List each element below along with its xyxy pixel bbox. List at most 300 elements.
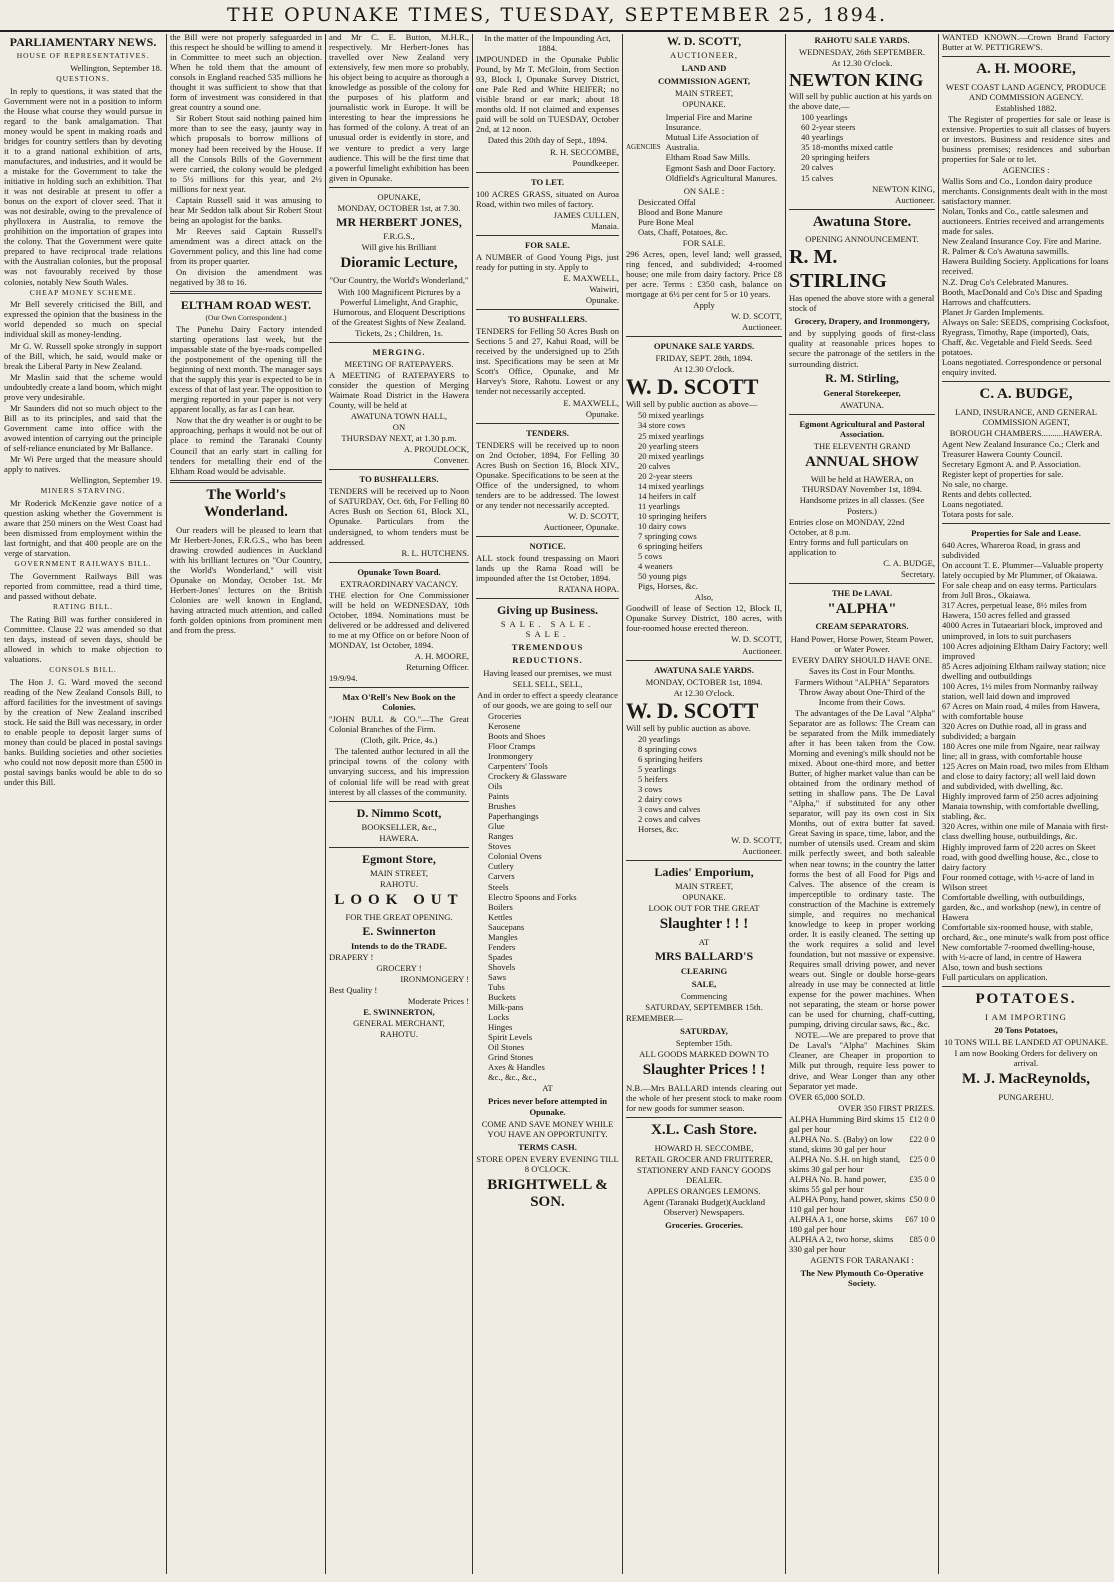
- ad-text: Will give his Brilliant: [361, 241, 437, 252]
- budge-item: Loans negotiated.: [942, 498, 1004, 509]
- ad-text: F.R.G.S.,: [383, 230, 415, 241]
- article-paragraph: Mr Bell severely criticised the Bill, and expressed the opinion that the business in the world depended so much on special individual skill as money-lending.: [4, 299, 162, 340]
- property-item: 640 Acres, Whareroa Road, in grass and subdivided: [942, 540, 1081, 561]
- ad-heading: POTATOES.: [975, 991, 1077, 1008]
- ad-heading: D. Nimmo Scott,: [356, 805, 442, 820]
- goods-item: Boots and Shoes: [488, 730, 546, 741]
- price-row: [789, 1194, 935, 1214]
- ad-text: Commencing: [680, 991, 728, 1002]
- ad-text: IRONMONGERY !: [400, 973, 469, 984]
- onsale-item: Desiccated Offal: [638, 196, 696, 207]
- ad-text: AWATUNA TOWN HALL,: [350, 411, 448, 422]
- article-paragraph: Now that the dry weather is or ought to be approaching, perhaps it would not be out of place to remind the Taranaki County Council that an early start in calling for tenders for metalling their end of the Eltham Road would be advisable.: [170, 415, 322, 476]
- stock-item: 11 yearlings: [638, 500, 680, 511]
- stock-item: 14 heifers in calf: [638, 490, 696, 501]
- ad-signature: Opunake.: [585, 295, 619, 306]
- ad-text: OPUNAKE.: [682, 892, 726, 903]
- stock-item: Horses, &c.: [638, 824, 679, 835]
- ad-text: LAND, INSURANCE, AND GENERAL COMMISSION AGENT,: [954, 406, 1098, 427]
- goods-item: Carvers: [488, 871, 515, 882]
- price-row: [789, 1154, 935, 1174]
- ad-signature: Convener.: [433, 455, 469, 466]
- ad-text: N.B.—Mrs BALLARD intends clearing out the whole of her present stock to make room for new goods for summer season.: [626, 1083, 782, 1114]
- ad-signature: Opunake.: [585, 408, 619, 419]
- property-item: Full particulars on application.: [942, 972, 1048, 983]
- ad-heading: X.L. Cash Store.: [651, 1122, 757, 1139]
- property-item: 320 Acres, within one mile of Manaia with first-class dwelling house, outbuildings, &c.: [942, 821, 1109, 842]
- ad-text: REMEMBER—: [626, 1013, 683, 1024]
- stock-item: 2 cows and calves: [638, 814, 701, 825]
- ad-text: PUNGAREHU.: [998, 1091, 1054, 1102]
- goods-item: Carpenters' Tools: [488, 760, 548, 771]
- ad-text: FRIDAY, SEPT. 28th, 1894.: [655, 353, 753, 364]
- ad-heading: TREMENDOUS: [511, 642, 584, 653]
- agency-item: Always on Sale: SEEDS, comprising Cocksfoot, Ryegrass, Timothy, Rape (imported), Oats, Chaff, &c. Vegetable and Field Seeds. Seed potatoes.: [942, 316, 1110, 357]
- ad-text: Will sell by public auction at his yards on the above date,—: [789, 91, 932, 112]
- ad-text: MAIN STREET,: [674, 88, 734, 99]
- ad-heading: 20 Tons Potatoes,: [994, 1024, 1058, 1035]
- column-4: [476, 32, 619, 1577]
- ad-heading: AWATUNA SALE YARDS.: [654, 664, 754, 675]
- agency-item: Planet Jr Garden Implements.: [942, 306, 1045, 317]
- ad-text: Intends to do the TRADE.: [350, 940, 448, 951]
- ad-text: HAWERA.: [379, 832, 419, 843]
- property-item: Highly improved farm of 220 acres on Skeet road, with good dwelling house, &c., close to dairy factory: [942, 841, 1099, 872]
- stock-item: 20 2-year steers: [638, 470, 693, 481]
- ad-text: WANTED KNOWN.—Crown Brand Factory Butter at W. PETTIGREW'S.: [942, 32, 1110, 53]
- ad-text: MONDAY, OCTOBER 1st, at 7.30.: [337, 202, 461, 213]
- ad-signature: C. A. BUDGE,: [883, 557, 935, 568]
- goods-item: Spades: [488, 951, 513, 962]
- ad-text: OVER 65,000 SOLD.: [789, 1091, 865, 1102]
- masthead: THE OPUNAKE TIMES, TUESDAY, SEPTEMBER 25, 1894.: [0, 4, 1114, 32]
- agency-item: New Zealand Insurance Coy. Fire and Marine.: [942, 236, 1102, 247]
- ad-text: A MEETING of RATEPAYERS to consider the question of Merging Waimate Road District in the Hawera County, will be held at: [329, 369, 469, 410]
- column-2: [170, 32, 322, 1577]
- ad-text: BOROUGH CHAMBERS..........HAWERA.: [949, 427, 1103, 438]
- ad-text: Entry forms and full particulars on application to: [789, 536, 909, 557]
- stock-item: Pigs, Horses, &c.: [638, 581, 698, 592]
- stock-list: [638, 734, 782, 834]
- price-value: £67 10 0: [904, 1214, 935, 1225]
- ad-text: ON: [392, 422, 406, 433]
- goods-item: Crockery & Glassware: [488, 770, 567, 781]
- ad-text: 296 Acres, open, level land; well grassed, ring fenced, and subdivided; 4-roomed house; one mile from dairy factory. Price £8 per acre. Terms : £350 cash, balance on mortgage at 6½ per cent for 5 or 10 years.: [626, 248, 782, 300]
- stock-item: 5 cows: [638, 551, 663, 562]
- ad-signature: Auctioneer, Opunake.: [543, 522, 619, 533]
- ad-heading: C. A. BUDGE,: [979, 386, 1073, 402]
- ad-text: MAIN STREET,: [369, 867, 429, 878]
- goods-item: Hinges: [488, 1022, 513, 1033]
- ad-text: LAND AND: [681, 63, 727, 74]
- ad-text: General Storekeeper,: [823, 387, 901, 398]
- property-item: 125 Acres on Main road, two miles from Eltham and close to dairy factory; all well laid down and subdivided, with dwelling, &c.: [942, 761, 1109, 792]
- ad-signature: Auctioneer.: [895, 194, 935, 205]
- goods-item: Grind Stones: [488, 1052, 534, 1063]
- ad-text: Having leased our premises, we must: [483, 667, 612, 678]
- ad-text: Entries close on MONDAY, 22nd October, at 8 p.m.: [789, 516, 905, 537]
- ad-heading: MERGING.: [372, 346, 426, 357]
- ad-signature: Returning Officer.: [406, 662, 469, 673]
- ad-text: AGENCIES :: [1002, 165, 1050, 176]
- price-row: [789, 1174, 935, 1194]
- price-row: [789, 1114, 935, 1134]
- stock-item: 4 weaners: [638, 561, 673, 572]
- stock-item: 15 calves: [801, 172, 834, 183]
- ad-text: SALE,: [691, 979, 717, 990]
- ad-text: THURSDAY NEXT, at 1.30 p.m.: [341, 433, 457, 444]
- stock-item: 25 mixed yearlings: [638, 430, 704, 441]
- goods-item: Tubs: [488, 981, 505, 992]
- ad-heading: OPUNAKE SALE YARDS.: [653, 341, 755, 352]
- ad-text: MAIN STREET,: [674, 881, 734, 892]
- agency-item: Oldfield's Agricultural Manures.: [665, 172, 778, 183]
- ad-text: AT: [698, 937, 710, 948]
- ad-text: SATURDAY,: [680, 1026, 728, 1037]
- ad-text: (Cloth, gilt. Price, 4s.): [360, 735, 438, 746]
- agency-item: N.Z. Drug Co's Celebrated Manures.: [942, 276, 1069, 287]
- ad-text: And in order to effect a speedy clearance of our goods, we are going to sell our: [477, 689, 618, 710]
- stock-item: 2 dairy cows: [638, 794, 682, 805]
- ad-text: THE election for One Commissioner will be held on WEDNESDAY, 10th October, 1894. Nominations must be delivered or be addressed and delivered to me at my Office on or before Noon of MONDAY, 1st October, 1894.: [329, 589, 469, 650]
- ad-signature: W. D. SCOTT,: [568, 510, 619, 521]
- ad-text: RETAIL GROCER AND FRUITERER,: [635, 1153, 773, 1164]
- ad-text: Established 1882.: [995, 102, 1057, 113]
- ad-text: FOR THE GREAT OPENING.: [345, 912, 453, 923]
- article-paragraph: and Mr C. E. Button, M.H.R., respectively. Mr Herbert-Jones has travelled over New Zealand very extensively, few men more so probably, his object being to acquire as thorough a knowledge as possible of the colony for the purposes of his platform and journalistic work in Europe. It will be interesting to hear the impressions he has formed of the colony. A treat of an unusual order is evidently in store, and we venture to predict a very large audience. This will be the first time that a powerful limelight exhibition has been given in Opunake.: [329, 32, 469, 183]
- ad-text: TENDERS will be received up to Noon of SATURDAY, Oct. 6th, For Felling 80 Acres Bush on Section 61, Block XI., Opunake. Particulars from the undersigned, to whom tenders must be addressed.: [329, 486, 469, 547]
- stock-item: 20 calves: [638, 460, 671, 471]
- column-5: [626, 32, 782, 1577]
- ad-text: Best Quality !: [329, 984, 378, 995]
- column-rule: [622, 34, 623, 1574]
- article-paragraph: the Bill were not properly safeguarded in this respect he should be willing to amend it in Committee to meet such an objection. When he told them that the amount of consols in England reached 535 millions he thought it was sufficient to show that that form of investment was considered in that great country a sound one.: [170, 32, 322, 113]
- ad-text: IMPOUNDED in the Opunake Public Pound, by Mr T. McGloin, from Section 93, Block I, Opunake Survey District, one Pale Red and White HEIFER; no visible brand or ear mark; about 18 months old. If not claimed and expenses paid will be sold on TUESDAY, October 2nd, at 12 noon.: [476, 54, 619, 135]
- section-heading: GOVERNMENT RAILWAYS BILL.: [14, 559, 152, 569]
- ad-signature: W. D. SCOTT,: [731, 634, 782, 645]
- property-item: On account T. E. Plummer—Valuable property lately occupied by Mr Plummer, of Okaiawa. For sale cheap and on easy terms. Particulars from Joll Bros., Okaiawa.: [942, 560, 1104, 601]
- goods-item: Ranges: [488, 831, 514, 842]
- ad-text: STATIONERY AND FANCY GOODS DEALER.: [637, 1164, 771, 1185]
- ad-text: September 15th.: [675, 1038, 733, 1049]
- column-rule: [785, 34, 786, 1574]
- ad-heading: Slaughter ! ! !: [659, 916, 749, 933]
- stock-item: 3 cows: [638, 783, 663, 794]
- ad-text: AGENCIES: [626, 143, 661, 152]
- property-item: Comfortable dwelling, with outbuildings, garden, &c., and workshop (new), in centre of Hawera: [942, 891, 1101, 922]
- auctioneer-logo: W. D. SCOTT: [626, 374, 759, 400]
- ad-heading: BRIGHTWELL & SON.: [487, 1176, 608, 1211]
- stock-item: 100 yearlings: [801, 112, 848, 123]
- ad-text: APPLES ORANGES LEMONS.: [647, 1185, 761, 1196]
- auctioneer-logo: W. D. SCOTT: [626, 697, 759, 723]
- stock-item: 6 springing heifers: [638, 541, 703, 552]
- stock-item: 8 springing cows: [638, 743, 697, 754]
- article-paragraph: The Hon J. G. Ward moved the second reading of the New Zealand Consols Bill, to afford facilities for the investment of savings by the creation of New Zealand inscribed stock. He said the Bill was necessary, in order to enable people to deposit larger sums of money than could be placed in postal savings banks. Building societies and other societies who could not now deposit more than £500 in postal savings banks would be able to do so under this Bill.: [4, 676, 162, 788]
- price-name: ALPHA No. S. (Baby) on low stand, skims 30 gal per hour: [789, 1133, 893, 1154]
- ad-signature: Auctioneer.: [742, 645, 782, 656]
- ad-text: Tickets, 2s ; Children, 1s.: [355, 327, 443, 338]
- ad-text: DRAPERY !: [329, 951, 374, 962]
- ad-signature: E. SWINNERTON,: [363, 1006, 435, 1017]
- property-item: 180 Acres one mile from Ngaire, near railway line; all in grass, with comfortable house: [942, 741, 1100, 762]
- stock-item: 5 heifers: [638, 773, 668, 784]
- ad-signature: Waiwiri,: [589, 284, 619, 295]
- ad-text: GENERAL MERCHANT,: [353, 1017, 445, 1028]
- ad-signature: R. L. HUTCHENS.: [401, 547, 469, 558]
- agency-item: Mutual Life Association of Australia.: [665, 132, 759, 153]
- article-paragraph: Mr G. W. Russell spoke strongly in support of the Bill, which, he said, would make or break the Liberal Party in New Zealand.: [4, 340, 162, 371]
- agency-item: Wallis Sons and Co., London dairy produce merchants. Consignments dealt with in the most satisfactory manner.: [942, 176, 1108, 207]
- price-name: ALPHA No. S.H. on high stand, skims 30 gal per hour: [789, 1153, 901, 1174]
- ad-heading: Slaughter Prices ! !: [642, 1062, 766, 1079]
- ad-heading: Max O'Rell's New Book on the Colonies.: [342, 692, 456, 713]
- ad-text: At 12.30 O'clock.: [673, 364, 735, 375]
- stock-item: 7 springing cows: [638, 531, 697, 541]
- ad-text: Also,: [694, 592, 714, 603]
- ad-signature: RATANA HOPA.: [558, 584, 619, 595]
- article-paragraph: In reply to questions, it was stated that the Government were not in a position to inform the House what course they would pursue in regard to the bank amalgamation. That money would be spent in making roads and bridges for country settlers than by devoting it to a grand national exhibition of arts, manufactures, and industries, and it would be a mistake for the Government to take the initiative in holding such an exhibition. That it was not desirable at present to offer a bonus on the export of clover seed. That it was not desirable, owing to the prevalence of phylloxera in Australia, to remove the prohibition on the importation of grapes into the colony. That the Government were quite prepared to have reciprocal trade relations with the Australian colonies, but the proposal was not favourably received by those colonies, notably New South Wales.: [4, 85, 162, 287]
- correspondent-note: (Our Own Correspondent.): [205, 313, 287, 323]
- stock-item: 20 springing heifers: [801, 152, 870, 163]
- ad-heading: R. M. Stirling,: [825, 370, 899, 385]
- ad-heading: RAHOTU SALE YARDS.: [814, 35, 910, 45]
- ad-heading: NOTICE.: [529, 541, 566, 552]
- price-row: [789, 1214, 935, 1234]
- section-heading: CHEAP MONEY SCHEME.: [29, 287, 137, 297]
- ad-heading: Awatuna Store.: [812, 213, 912, 230]
- column-3: [329, 32, 469, 1577]
- price-value: £12 0 0: [909, 1113, 935, 1124]
- price-value: £25 0 0: [909, 1153, 935, 1164]
- ad-text: Will sell by public auction as above.: [626, 722, 751, 733]
- ad-heading: Giving up Business.: [496, 603, 599, 618]
- dateline: Wellington, September 18.: [70, 62, 162, 73]
- goods-item: Steels: [488, 881, 509, 892]
- property-item: 317 Acres, perpetual lease, 8½ miles from Hawera, 150 acres felled and grassed: [942, 600, 1087, 621]
- property-item: 85 Acres adjoining Eltham railway station; nice dwelling and outbuildings: [942, 660, 1106, 681]
- ad-text: I AM IMPORTING: [985, 1011, 1067, 1022]
- stock-item: 60 2-year steers: [801, 122, 856, 133]
- ad-heading: Egmont Store,: [362, 851, 436, 866]
- ad-text: HOWARD H. SECCOMBE,: [654, 1142, 754, 1153]
- ad-signature: NEWTON KING,: [872, 183, 935, 194]
- ad-signature: W. D. SCOTT,: [731, 835, 782, 846]
- ad-heading: TO BUSHFALLERS.: [359, 474, 439, 485]
- ad-text: AGENTS FOR TARANAKI :: [810, 1255, 914, 1266]
- property-item: Comfortable six-roomed house, with stable, orchard, &c., one minute's walk from post office: [942, 921, 1110, 942]
- ad-text: RAHOTU.: [380, 1028, 418, 1039]
- property-item: Four roomed cottage, with ½-acre of land in Wilson street: [942, 871, 1095, 892]
- ad-signature: Secretary.: [900, 568, 935, 579]
- ad-signature: Auctioneer.: [742, 846, 782, 857]
- ad-text: EXTRAORDINARY VACANCY.: [340, 578, 458, 589]
- price-row: [789, 1134, 935, 1154]
- column-1: [4, 32, 162, 1577]
- ad-text: Will sell by public auction as above—: [626, 399, 758, 410]
- ad-text: SALE.: [550, 619, 595, 630]
- article-paragraph: Our readers will be pleased to learn that Mr Herbert-Jones, F.R.G.S., who has been drawing crowded audiences in Auckland with his brilliant lectures on "Our Country, the World's Wonderland," will visit Opunake on Monday, October 1st. Mr Herbert-Jones' lectures on the British Colonies are well known in England, having attracted much attention, and called forth golden opinions from prominent men and from the press.: [170, 524, 322, 636]
- column-7: [942, 32, 1110, 1577]
- onsale-item: Pure Bone Meal: [638, 216, 694, 227]
- ad-text: EVERY DAIRY SHOULD HAVE ONE.: [791, 654, 933, 665]
- ad-text: COMMISSION AGENT,: [658, 76, 750, 87]
- stock-item: 35 18-months mixed cattle: [801, 142, 893, 153]
- ad-text: SALE.: [500, 619, 545, 630]
- goods-item: Boilers: [488, 901, 513, 912]
- price-row: [789, 1234, 935, 1254]
- ad-text: Moderate Prices !: [407, 995, 469, 1006]
- section-heading: RATING BILL.: [53, 602, 113, 612]
- agency-item: Hawera Building Society. Applications for loans received.: [942, 256, 1109, 277]
- ad-text: SELL SELL, SELL,: [512, 678, 583, 689]
- ad-signature: R. H. SECCOMBE,: [549, 146, 619, 157]
- ad-text: OPENING ANNOUNCEMENT.: [805, 234, 919, 245]
- article-paragraph: On division the amendment was negatived by 38 to 16.: [170, 267, 322, 288]
- ad-heading: Prices never before attempted in Opunake.: [487, 1096, 607, 1117]
- ad-text: Agent (Taranaki Budget)(Auckland Observer) Newspapers.: [642, 1196, 766, 1217]
- stock-item: 20 mixed yearlings: [638, 450, 704, 461]
- ad-text: MONDAY, OCTOBER 1st, 1894.: [645, 676, 763, 687]
- ad-heading: TENDERS.: [526, 427, 569, 438]
- ad-text: BOOKSELLER, &c.,: [361, 821, 437, 832]
- ad-heading: REDUCTIONS.: [512, 655, 583, 666]
- ad-text: WEDNESDAY, 26th SEPTEMBER.: [798, 47, 926, 58]
- ad-text: Goodwill of lease of Section 12, Block II, Opunake Survey District, 180 acres, with four-roomed house erected thereon.: [626, 603, 782, 634]
- goods-item: Kettles: [488, 911, 513, 922]
- article-paragraph: Mr Roderick McKenzie gave notice of a question asking whether the Government is aware that 250 miners on the West Coast had been dismissed from employment within the last fortnight, and that 400 people are on the verge of starvation.: [4, 497, 162, 559]
- ad-heading: E. Swinnerton: [362, 924, 436, 939]
- goods-item: Shovels: [488, 961, 516, 972]
- agency-item: Egmont Sash and Door Factory.: [665, 162, 776, 173]
- ad-heading: FOR SALE.: [525, 239, 570, 250]
- ad-signature: E. MAXWELL,: [563, 397, 619, 408]
- ad-heading: MRS BALLARD'S: [654, 949, 754, 964]
- ad-heading: CREAM SEPARATORS.: [815, 621, 909, 632]
- price-name: ALPHA A 2, two horse, skims 330 gal per hour: [789, 1234, 894, 1255]
- ad-heading: Properties for Sale and Lease.: [971, 528, 1081, 539]
- article-paragraph: Mr Saunders did not so much object to the Bill as to its principles, and said that the Government came into office with the avowed intention of carrying out the principle of self-reliance enunciated by Mr Ballance.: [4, 402, 162, 453]
- goods-item: Fenders: [488, 941, 516, 952]
- ad-heading: Egmont Agricultural and Pastoral Association.: [799, 418, 925, 439]
- ad-text: COME AND SAVE MONEY WHILE YOU HAVE AN OPPORTUNITY.: [481, 1118, 614, 1139]
- stock-item: 14 mixed yearlings: [638, 480, 704, 491]
- goods-item: Paperhangings: [488, 811, 539, 822]
- budge-item: Secretary Egmont A. and P. Association.: [942, 458, 1081, 469]
- eltham-title: ELTHAM ROAD WEST.: [180, 298, 312, 313]
- ad-text: SALE.: [525, 629, 570, 640]
- section-heading: CONSOLS BILL.: [49, 665, 117, 675]
- ad-heading: LOOK OUT: [334, 891, 464, 908]
- goods-item: Oils: [488, 781, 503, 792]
- stock-item: 10 springing heifers: [638, 510, 707, 521]
- ad-date: 19/9/94.: [329, 673, 358, 684]
- goods-list: [488, 711, 619, 1083]
- goods-item: Milk-pans: [488, 1002, 524, 1013]
- stock-item: 5 yearlings: [638, 763, 676, 774]
- stock-list: [801, 112, 935, 182]
- ad-heading: TERMS CASH.: [518, 1141, 577, 1152]
- goods-item: Axes & Handles: [488, 1062, 545, 1073]
- ad-text: TENDERS for Felling 50 Acres Bush on Sections 5 and 27, Kahui Road, will be received by the undersigned up to 25th inst. Specifications may be seen at Mr Scott's Office, Opunake, and Mr Harvey's Store, Rahotu. Lowest or any tender not necessarily accepted.: [476, 326, 619, 397]
- ad-text: OPUNAKE.: [682, 99, 726, 110]
- budge-item: Register kept of properties for sale.: [942, 468, 1064, 479]
- ad-heading: ANNUAL SHOW: [805, 453, 919, 470]
- ad-text: FOR SALE.: [682, 237, 726, 248]
- ad-text: MEETING OF RATEPAYERS.: [344, 358, 454, 369]
- ad-text: I am now Booking Orders for delivery on arrival.: [954, 1047, 1098, 1068]
- ad-text: Apply: [693, 300, 715, 311]
- ad-text: The advantages of the De Laval "Alpha" Separator are as follows: The Cream can be separated from the Milk immediately after it has been taken from the Cow. Morning and evening's milk should not be mixed. About one-third more, and better Butter, of higher market value than can be obtained from the ordinary method of setting in shallow pans. The De Laval "Alpha," if substituted for any other separator, will pay its own cost in Six Months, out of extra butter fat saved. Great Saving in space, time, labor, and the number of utensils used. Cream and skim milk perfectly sweet, and both saleable when near towns; in the country the latter forms the best of all Food for Pigs and Calves. The absence of the cream is imperceptible to ordinary taste. The construction of the Machine is extremely simple, and requires no mechanical knowledge to keep in proper working order. It is easily cleaned. The setting up the work requires a solid and level foundation, but not massive or expensive. Requires small driving power, and never wears out. Single or double horse-gears already in use may be connected at little expense for the power machines. When not separating, the steam or horse power can be used for churning, chaff-cutting, pumping, driving circular saws, &c., &c.: [789, 707, 935, 1030]
- agencies-list: [666, 112, 782, 182]
- ad-signature: A. H. MOORE,: [414, 651, 469, 662]
- property-item: 100 Acres adjoining Eltham Dairy Factory; well improved: [942, 640, 1108, 661]
- goods-item: Groceries: [488, 710, 522, 721]
- article-paragraph: The Punehu Dairy Factory intended starting operations last week, but the impassable state of the bye-roads compelled the postponement of the opening till the beginning of next month. The manager says that the supply this year is expected to be in excess of that of last year. The opposition to merging reported in your paper is not very apparent locally, as far as I can hear.: [170, 323, 322, 415]
- stock-item: 6 springing heifers: [638, 753, 703, 764]
- ad-text: AT: [542, 1083, 553, 1094]
- price-value: £35 0 0: [909, 1173, 935, 1184]
- ad-text: ALL GOODS MARKED DOWN TO: [639, 1049, 769, 1060]
- ad-heading: The New Plymouth Co-Operative Society.: [800, 1268, 924, 1289]
- goods-item: Locks: [488, 1012, 510, 1023]
- goods-item: Saws: [488, 971, 507, 982]
- ad-heading: Ladies' Emporium,: [654, 865, 754, 880]
- price-value: £22 0 0: [909, 1133, 935, 1144]
- property-item: New comfortable 7-roomed dwelling-house, with ½-acre of land, in centre of Hawera: [942, 941, 1095, 963]
- lecture-title: Dioramic Lecture,: [340, 254, 458, 271]
- ad-signature: E. MAXWELL,: [563, 272, 619, 283]
- parliamentary-title: PARLIAMENTARY NEWS.: [9, 35, 157, 49]
- stock-item: 50 young pigs: [638, 571, 687, 582]
- ad-signature: Auctioneer.: [742, 322, 782, 333]
- ad-text: TENDERS will be received up to noon on 2nd October, 1894, For Felling 30 Acres Bush on Section 16, Block XIV., Opunake. Specifications to be seen at the Office of the undersigned, to whom tenders are to be addressed. The lowest or any tender not necessarily accepted.: [476, 439, 619, 510]
- budge-item: Agent New Zealand Insurance Co.; Clerk and Treasurer Hawera County Council.: [942, 438, 1100, 459]
- goods-item: Mangles: [488, 931, 518, 942]
- ad-text: Has opened the above store with a general stock of: [789, 293, 935, 314]
- goods-item: Brushes: [488, 801, 516, 812]
- lecturer-name: MR HERBERT JONES,: [336, 214, 462, 229]
- stock-item: 3 cows and calves: [638, 804, 701, 815]
- goods-item: Stoves: [488, 841, 511, 852]
- article-paragraph: Mr Wi Pere urged that the measure should apply to natives.: [4, 454, 162, 475]
- ad-text: and by supplying goods of first-class quality at reasonable prices hopes to secure the patronage of the settlers in the surrounding district.: [789, 328, 935, 369]
- budge-item: Rents and debts collected.: [942, 488, 1032, 499]
- goods-item: Saucepans: [488, 921, 525, 932]
- column-rule: [472, 34, 473, 1574]
- ad-text: The talented author lectured in all the principal towns of the colony with unvarying success, and his impression of colonial life will be read with great interest by all classes of the community.: [329, 746, 469, 797]
- goods-item: Oil Stones: [488, 1042, 525, 1053]
- goods-item: Paints: [488, 791, 510, 802]
- property-item: 4000 Acres in Tutaeariari block, improved and unimproved, in lots to suit purchasers: [942, 620, 1103, 641]
- ad-text: The Register of properties for sale or lease is extensive. Properties to suit all classes of buyers or investors. Business and residence sites and business premises; residences and suburban properties for Sale or to let.: [942, 113, 1110, 164]
- property-item: 67 Acres on Main road, 4 miles from Hawera, with comfortable house: [942, 700, 1100, 721]
- column-6: [789, 32, 935, 1577]
- column-rule: [166, 34, 167, 1574]
- dateline: Wellington, September 19.: [70, 475, 162, 486]
- goods-item: Floor Cramps: [488, 740, 536, 751]
- budge-list: [942, 439, 1110, 519]
- stock-item: 10 dairy cows: [638, 520, 687, 531]
- ad-heading: Groceries. Groceries.: [665, 1220, 743, 1231]
- price-value: £50 0 0: [909, 1194, 935, 1205]
- ad-text: A NUMBER of Good Young Pigs, just ready for putting in sty. Apply to: [476, 251, 619, 272]
- goods-item: Colonial Ovens: [488, 851, 542, 862]
- column-rule: [938, 34, 939, 1574]
- ad-heading: M. J. MacReynolds,: [962, 1070, 1090, 1087]
- ad-signature: A. PROUDLOCK,: [403, 444, 469, 455]
- ad-text: Handsome prizes in all classes. (See Posters.): [799, 495, 925, 516]
